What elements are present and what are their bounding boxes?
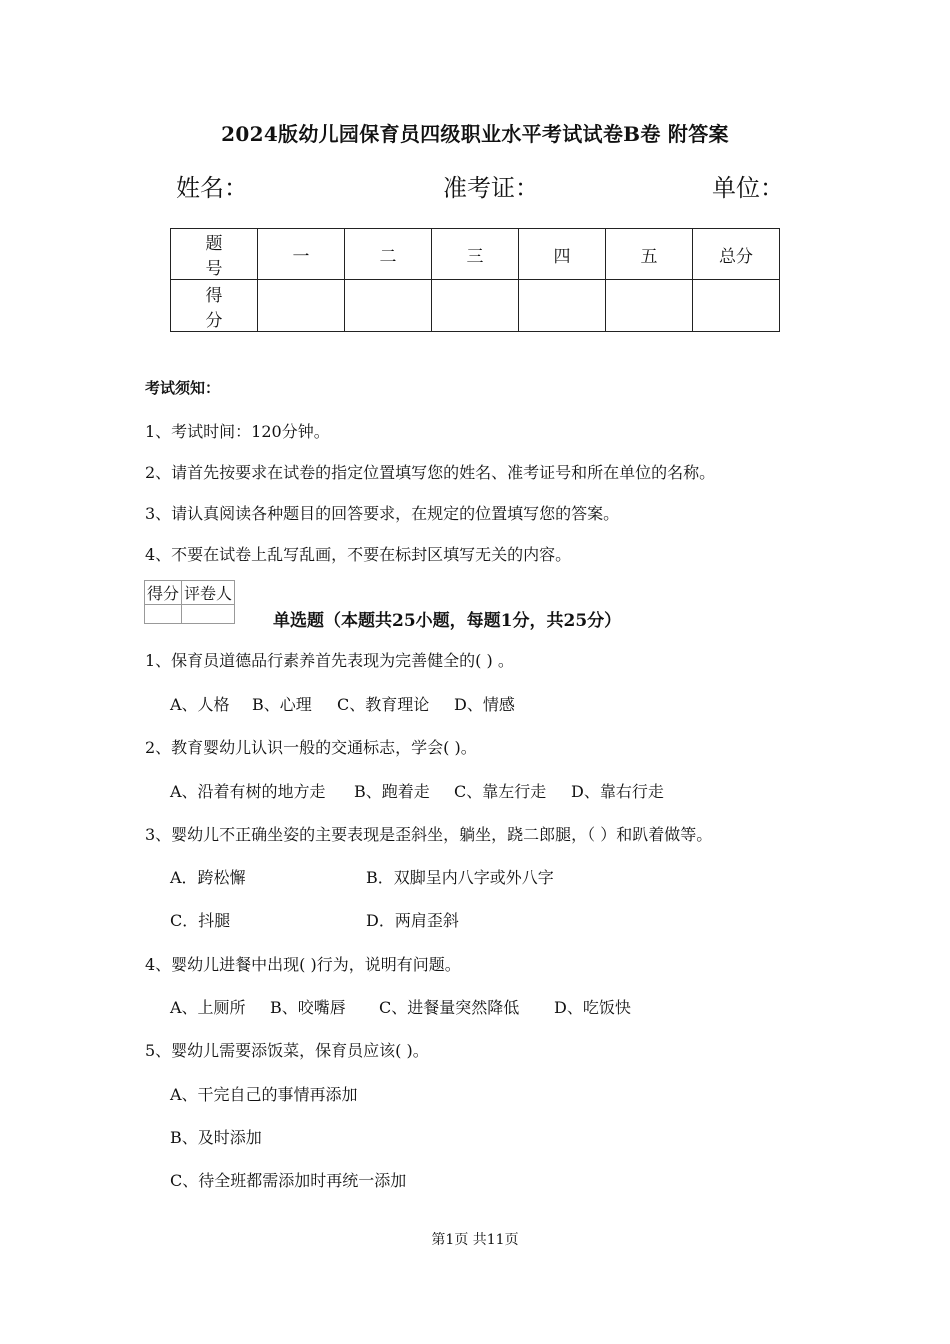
score-cell-4[interactable] [519,280,606,332]
exam-title: 2024版幼儿园保育员四级职业水平考试试卷B卷 附答案 [221,122,729,146]
option: A．跨松懈 [170,868,246,887]
grader-box [144,580,235,624]
section-title: 单选题（本题共25小题，每题1分，共25分） [273,611,622,631]
option: C、待全班都需添加时再统一添加 [170,1171,407,1190]
option: B、咬嘴唇 [270,998,346,1017]
option: D．两肩歪斜 [366,911,459,930]
option: A、上厕所 [170,998,246,1017]
notice-item: 4、不要在试卷上乱写乱画，不要在标封区填写无关的内容。 [145,545,572,564]
score-table-col-4: 四 [519,229,606,280]
score-table-col-1: 一 [258,229,345,280]
score-cell-5[interactable] [606,280,693,332]
question-stem: 1、保育员道德品行素养首先表现为完善健全的( ) 。 [145,651,514,670]
score-table-col-3: 三 [432,229,519,280]
grader-box-score-label: 得分 [145,581,182,605]
option: D、吃饭快 [554,998,631,1017]
option: A、人格 [170,695,230,714]
option: B、跑着走 [354,782,430,801]
score-cell-total[interactable] [693,280,780,332]
score-table-header-label: 题 号 [171,229,258,280]
question-stem: 2、教育婴幼儿认识一般的交通标志，学会( )。 [145,738,477,757]
score-table-col-2: 二 [345,229,432,280]
question-stem: 4、婴幼儿进餐中出现( )行为，说明有问题。 [145,955,461,974]
notice-item: 3、请认真阅读各种题目的回答要求，在规定的位置填写您的答案。 [145,504,620,523]
notice-item: 2、请首先按要求在试卷的指定位置填写您的姓名、准考证号和所在单位的名称。 [145,463,716,482]
score-table-row-label: 得 分 [171,280,258,332]
page-footer: 第1页 共11页 [431,1232,519,1248]
unit-field-label: 单位： [712,174,784,202]
notice-heading: 考试须知： [145,379,221,397]
grader-box-grader-cell[interactable] [182,605,235,624]
option: D、情感 [454,695,515,714]
grader-box-score-cell[interactable] [145,605,182,624]
score-cell-3[interactable] [432,280,519,332]
option: C、教育理论 [337,695,430,714]
score-cell-1[interactable] [258,280,345,332]
option: A、沿着有树的地方走 [170,782,326,801]
option: C．抖腿 [170,911,231,930]
option: B、心理 [252,695,312,714]
option: C、进餐量突然降低 [379,998,520,1017]
option: C、靠左行走 [454,782,547,801]
notice-item: 1、考试时间：120分钟。 [145,422,330,441]
score-table-col-total: 总分 [693,229,780,280]
option: A、干完自己的事情再添加 [170,1085,358,1104]
grader-box-grader-label: 评卷人 [182,581,235,605]
score-cell-2[interactable] [345,280,432,332]
question-stem: 5、婴幼儿需要添饭菜，保育员应该( )。 [145,1041,429,1060]
score-table [170,228,780,332]
option: D、靠右行走 [571,782,664,801]
score-table-col-5: 五 [606,229,693,280]
option: B．双脚呈内八字或外八字 [366,868,554,887]
question-stem: 3、婴幼儿不正确坐姿的主要表现是歪斜坐，躺坐，跷二郎腿，（ ）和趴着做等。 [145,825,713,844]
name-field-label: 姓名： [176,174,248,202]
option: B、及时添加 [170,1128,262,1147]
exam-id-field-label: 准考证： [443,174,539,202]
